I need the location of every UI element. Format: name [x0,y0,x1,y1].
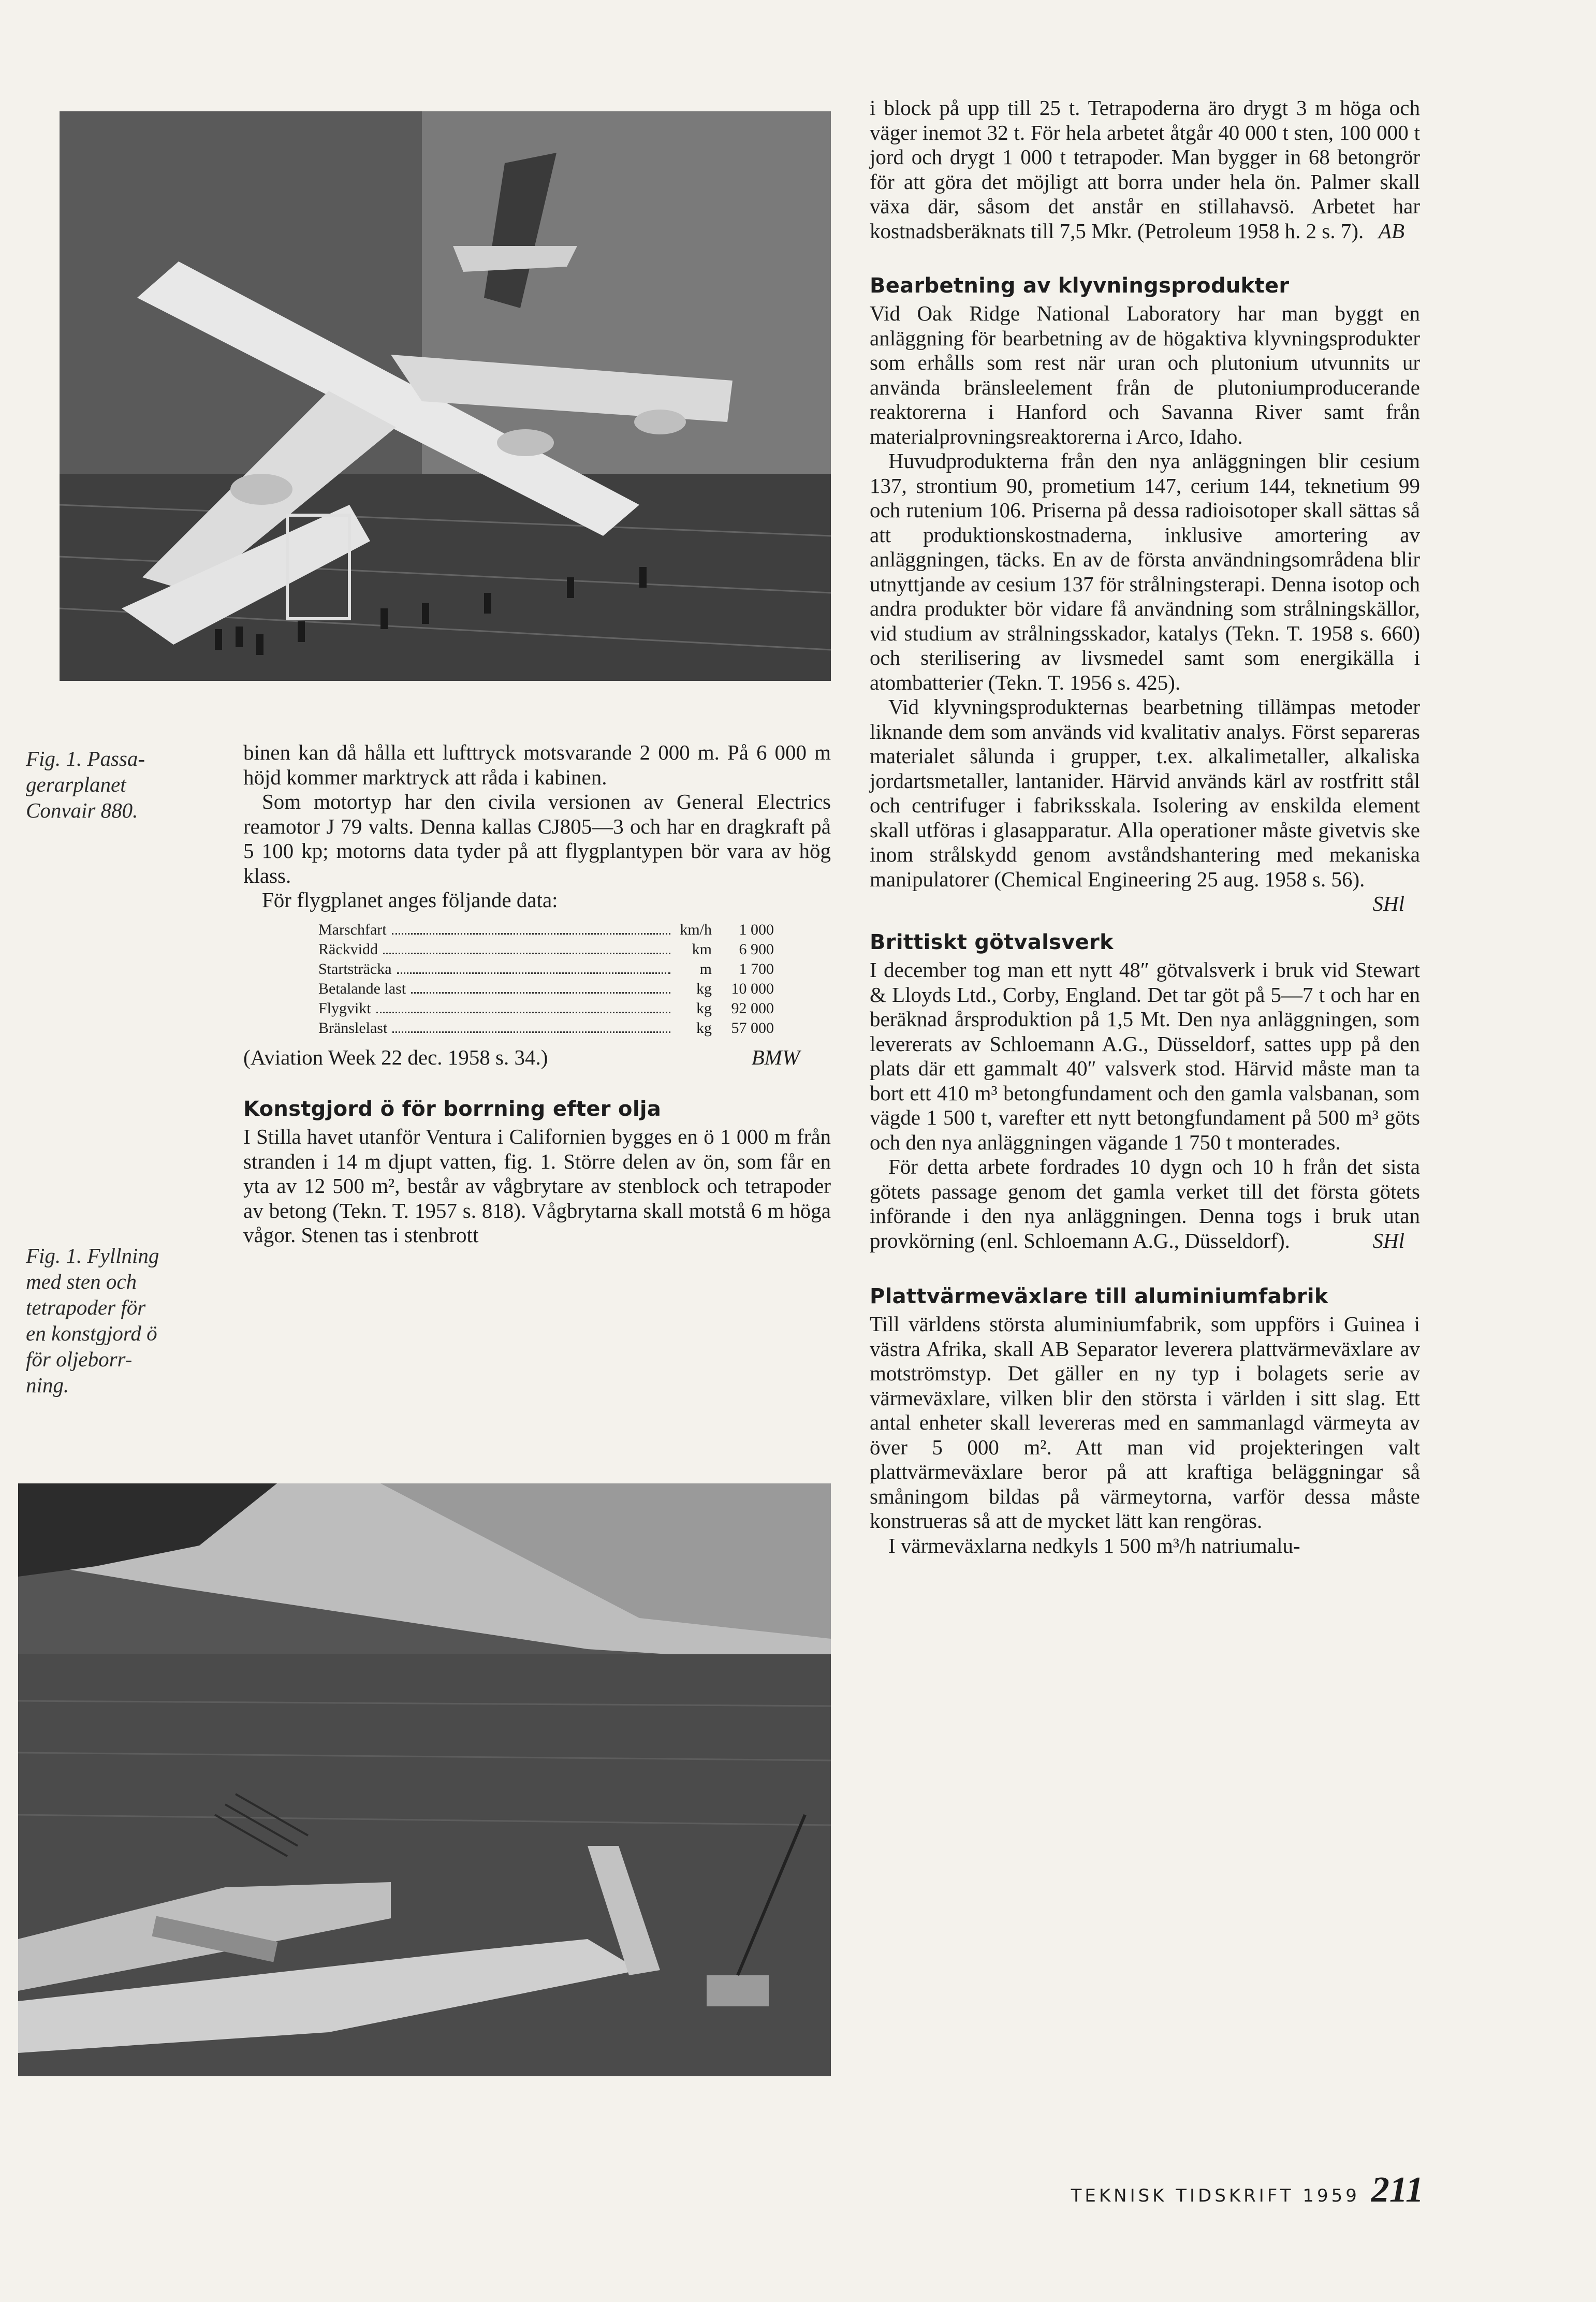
author-signature: SHl [1372,892,1404,915]
caption-line: Fig. 1. Fyllning [26,1244,159,1267]
spec-value: 6 900 [739,940,774,958]
spec-label: Betalande last [318,980,406,997]
spec-value: 10 000 [731,980,774,997]
spec-value: 57 000 [731,1019,774,1037]
spec-label: Räckvidd [318,940,378,958]
paragraph [870,1155,1420,1253]
source-reference: (Aviation Week 22 dec. 1958 s. 34.) [243,1045,548,1069]
caption-line: ning. [26,1373,69,1397]
spec-unit: kg [696,980,712,997]
author-signature: BMW [751,1045,800,1069]
paragraph: För flygplanet anges följande data: [262,888,558,912]
paragraph: binen kan då hålla ett lufttryck motsvarande 2 000 m. På 6 000 m höjd kommer marktryck att råda i kabinen. [243,740,831,789]
paragraph: Som motortyp har den civila versionen av General Electrics reamotor J 79 valts. Denna kallas CJ805—3 och har en dragkraft på 5 100 kp; motorns data tyder på att flygplantypen bör vara av hög klass. [243,790,831,887]
journal-name: TEKNISK TIDSKRIFT 1959 [1071,2186,1360,2206]
spec-row [318,979,774,999]
spec-value: 1 700 [739,960,774,978]
right-column [870,96,1420,1558]
source-line [243,1045,831,1070]
spec-unit: kg [696,999,712,1017]
caption-line: för oljeborr- [26,1347,133,1371]
author-signature: AB [1378,218,1404,243]
paragraph: I värmeväxlarna nedkyls 1 500 m³/h natriumalu- [888,1533,1300,1557]
paragraph-text: För detta arbete fordrades 10 dygn och 10 h från det sista götets passage genom det gamla verket till det första götets införande i den nya anläggningen. Denna togs i bruk utan provkörning (enl. Schloemann A.G., Düsseldorf). [870,1155,1420,1252]
spec-unit: km [692,940,712,958]
page-footer [1066,2169,1424,2210]
paragraph [870,96,1420,243]
middle-column [243,740,831,1248]
caption-line: en konstgjord ö [26,1321,157,1345]
spec-label: Startsträcka [318,960,392,978]
airplane-photo [60,111,831,681]
paragraph [870,695,1420,915]
spec-row [318,920,774,940]
caption-line: med sten och [26,1270,137,1293]
spec-row [318,940,774,959]
island-photo [18,1483,831,2076]
paragraph: I Stilla havet utanför Ventura i Californien bygges en ö 1 000 m från stranden i 14 m djupt vatten, fig. 1. Större delen av ön, som får en yta av 12 500 m², består av vågbrytare av stenblock och tetrapoder av betong (Tekn. T. 1957 s. 818). Vågbrytarna skall motstå 6 m höga vågor. Stenen tas i stenbrott [243,1125,831,1247]
paragraph: Huvudprodukterna från den nya anläggningen blir cesium 137, strontium 90, prometium 147, cerium 144, teknetium 99 och rutenium 106. Priserna på dessa radioisotoper skall sättas så att produktionskostnaderna, inklusive amortering av anläggningen, täcks. En av de första användningsområdena blir utnyttjande av cesium 137 för strålningsterapi. Denna isotop och andra produkter bör vidare få användning som strålningskällor, vid studium av strålningsskador, katalys (Tekn. T. 1958 s. 660) och sterilisering av livsmedel samt som energikälla i atombatterier (Tekn. T. 1956 s. 425). [870,449,1420,694]
spec-label: Marschfart [318,921,387,938]
airplane-illustration [60,111,831,681]
figure-caption-island [26,1243,223,1398]
figure-caption-airplane [26,746,212,823]
caption-line: gerarplanet [26,773,126,796]
article-heading: Plattvärmeväxlare till aluminiumfabrik [870,1285,1328,1308]
spec-row [318,959,774,979]
caption-line: tetrapoder för [26,1295,146,1319]
article-heading: Brittiskt götvalsverk [870,930,1114,954]
spec-unit: m [699,960,712,978]
paragraph: Vid Oak Ridge National Laboratory har man byggt en anläggning för bearbetning av de högaktiva klyvningsprodukter som erhålls som rest när uran och plutonium utvunnits ur använda bränsleelement från de plutoniumproducerande reaktorerna i Hanford och Savanna River samt från materialprovningsreaktorerna i Arco, Idaho. [870,301,1420,448]
paragraph-text: Vid klyvningsprodukternas bearbetning tillämpas metoder liknande dem som används vid kvalitativ analys. Först separeras materialet sålunda i grupper, t.ex. alkalimetaller, alkaliska jordartsmetaller, lantanider. Härvid används kärl av rostfritt stål och centrifuger i fabriksskala. Isolering av enskilda element skall utföras i glasapparatur. Alla operationer måste givetvis ske inom strålskydd genom avståndshantering med mekaniska manipulatorer (Chemical Engineering 25 aug. 1958 s. 56). [870,695,1420,891]
paragraph: Till världens största aluminiumfabrik, som uppförs i Guinea i västra Afrika, skall AB Separator leverera plattvärmeväxlare av motströmstyp. Det gäller en ny typ i bolagets serie av värmeväxlare, vilken blir den största i världen i sitt slag. Ett antal enheter skall levereras med en sammanlagd värmeyta av över 5 000 m². Att man vid projekteringen valt plattvärmeväxlare beror på att kraftiga beläggningar så småningom bildas på värmeytorna, varför dessa måste konstrueras så att de mycket lätt kan rengöras. [870,1312,1420,1533]
spec-unit: kg [696,1019,712,1037]
article-heading: Bearbetning av klyvningsprodukter [870,274,1290,298]
spec-value: 92 000 [731,999,774,1017]
spec-row [318,999,774,1018]
paragraph: I december tog man ett nytt 48″ götvalsverk i bruk vid Stewart & Lloyds Ltd., Corby, England. Det tar göt på 5—7 t och har en beräknad årsproduktion på 1,5 Mt. Den nya anläggningen, som levererats av Schloemann A.G., Düsseldorf, sattes upp på den plats där ett gammalt 40″ valsverk stod. Härvid måste man ta bort ett 410 m³ betongfundament och den gamla valsbanan, som vägde 1 500 t, varefter ett nytt betongfundament på 500 m³ göts och den nya anläggningen vägande 1 750 t monterades. [870,958,1420,1154]
caption-line: Fig. 1. Passa- [26,747,145,770]
author-signature: SHl [1372,1228,1404,1252]
spec-value: 1 000 [739,921,774,938]
continuation-text: i block på upp till 25 t. Tetrapoderna äro drygt 3 m höga och väger inemot 32 t. För hela arbetet åtgår 40 000 t sten, 100 000 t jord och drygt 1 000 t tetrapoder. Man bygger in 68 betongrör för att göra det möjligt att borra under hela ön. Palmer skall växa där, såsom det anstår en stillahavsö. Arbetet har kostnadsberäknats till 7,5 Mkr. (Petroleum 1958 h. 2 s. 7). [870,96,1420,243]
spec-row [318,1018,774,1038]
article-heading: Konstgjord ö för borrning efter olja [243,1097,662,1121]
spec-unit: km/h [680,921,712,938]
island-illustration [18,1483,831,2076]
aircraft-spec-table [318,920,774,1038]
caption-line: Convair 880. [26,798,138,822]
spec-label: Bränslelast [318,1019,388,1037]
spec-label: Flygvikt [318,999,371,1017]
page-number: 211 [1371,2170,1424,2210]
